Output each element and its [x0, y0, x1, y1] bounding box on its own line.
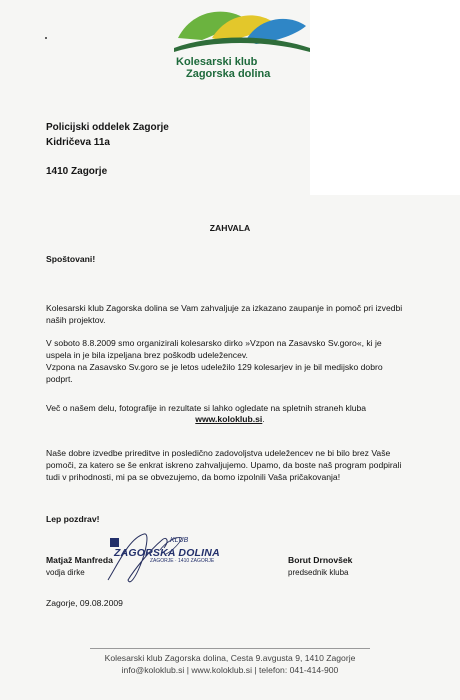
- recipient-line3: 1410 Zagorje: [46, 166, 108, 177]
- paragraph-4: [46, 447, 418, 483]
- paragraph-line: tudi v prihodnosti, mi pa se obvezujemo, da bomo izpolnili Vaša pričakovanja!: [46, 472, 341, 482]
- paragraph-line: Naše dobre izvedbe prireditve in posledično zadovoljstva udeležencev ne bi bilo brez Vaše: [46, 448, 391, 458]
- paragraph-line: naših projektov.: [46, 315, 106, 325]
- paragraph-line: uspela in je bila izpeljana brez poškodb udeležencev.: [46, 350, 248, 360]
- letter-title: ZAHVALA: [209, 223, 251, 233]
- website-link-suffix: .: [262, 414, 265, 424]
- signature-right-role: predsednik kluba: [288, 568, 349, 577]
- stamp-name: ZAGORSKA DOLINA: [114, 547, 220, 559]
- closing: Lep pozdrav!: [46, 514, 100, 524]
- paragraph-2: [46, 337, 418, 385]
- margin-dot: [45, 37, 47, 39]
- website-link[interactable]: www.koloklub.si: [195, 414, 263, 424]
- logo-graphic: [172, 4, 312, 56]
- footer-address: Kolesarski klub Zagorska dolina, Cesta 9.avgusta 9, 1410 Zagorje: [104, 653, 356, 663]
- signature-left-role: vodja dirke: [46, 568, 85, 577]
- signature-right-name: Borut Drnovšek: [288, 555, 353, 565]
- signature-left-name: Matjaž Manfreda: [46, 555, 113, 565]
- recipient-line1: Policijski oddelek Zagorje: [46, 122, 169, 133]
- paragraph-line: podprt.: [46, 374, 73, 384]
- website-line: [0, 414, 460, 424]
- stamp-klub-text: KLUB: [170, 537, 189, 544]
- paragraph-line: V soboto 8.8.2009 smo organizirali kolesarsko dirko »Vzpon na Zasavsko Sv.goro«, ki je: [46, 338, 382, 348]
- paragraph-1: [46, 302, 418, 326]
- recipient-line2: Kidričeva 11a: [46, 137, 110, 148]
- club-logo: [172, 4, 312, 80]
- paragraph-line: pomoči, za katero se še enkrat iskreno zahvaljujemo. Upamo, da boste naš program podpirali: [46, 460, 402, 470]
- paragraph-line: Kolesarski klub Zagorska dolina se Vam zahvaljuje za izkazano zaupanje in pomoč pri izvedbi: [46, 303, 403, 313]
- stamp-small-text: ZAGORJE · 1410 ZAGORJE: [150, 558, 215, 564]
- logo-text-line1: Kolesarski klub: [176, 56, 258, 68]
- paragraph-3: [46, 402, 418, 414]
- footer-divider: [90, 648, 370, 649]
- greeting: Spoštovani!: [46, 254, 96, 264]
- blank-area: [310, 0, 460, 195]
- paragraph-line: Vzpona na Zasavsko Sv.goro se je letos udeležilo 129 kolesarjev in je bil medijsko dobro: [46, 362, 383, 372]
- footer-contacts: info@koloklub.si | www.koloklub.si | telefon: 041-414-900: [121, 665, 339, 675]
- logo-text-line2: Zagorska dolina: [186, 68, 271, 80]
- letter-date: Zagorje, 09.08.2009: [46, 598, 123, 608]
- paragraph-line: Več o našem delu, fotografije in rezultate si lahko ogledate na spletnih straneh kluba: [46, 403, 367, 413]
